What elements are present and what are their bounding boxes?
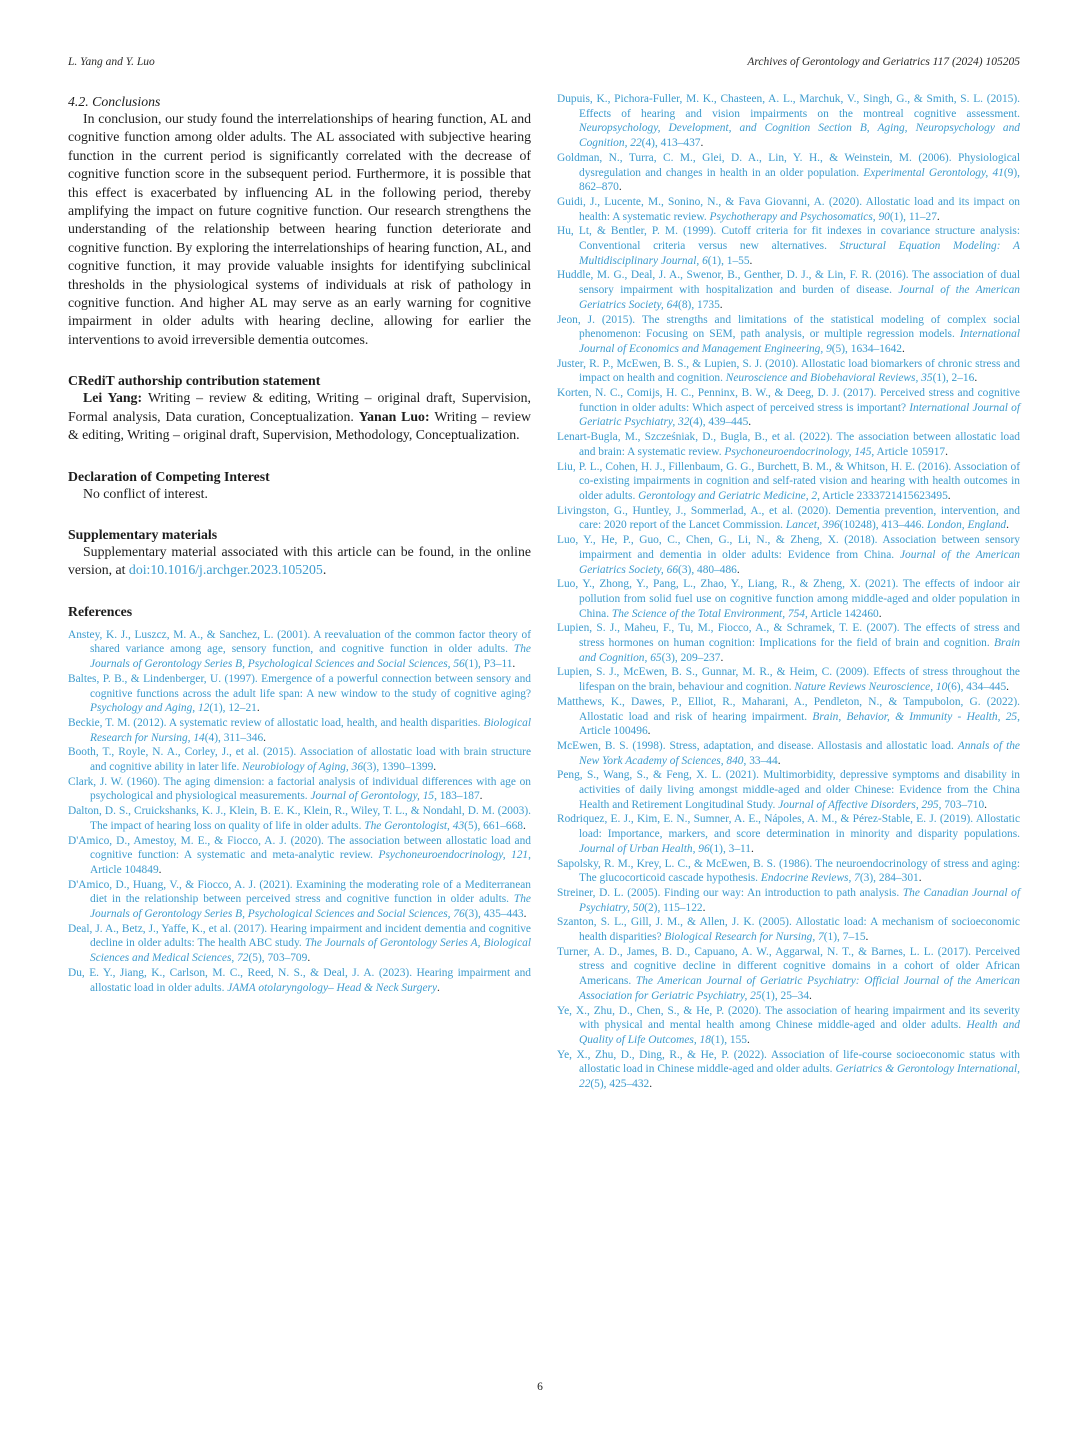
supplementary-heading: Supplementary materials (68, 526, 218, 542)
reference-item: Rodriquez, E. J., Kim, E. N., Sumner, A. E., Nápoles, A. M., & Pérez-Stable, E. J. (2019). Allostatic load: Importance, markers, and score determination in minority and disparity populations. Journal of Urban Health, 96(1), 3–11. (557, 813, 1020, 855)
supplementary-paragraph: Supplementary material associated with this article can be found, in the online version, at doi:10.1016/j.archger.2023.105205. (68, 543, 531, 578)
reference-item: Du, E. Y., Jiang, K., Carlson, M. C., Reed, N. S., & Deal, J. A. (2023). Hearing impairment and allostatic load in older adults. JAMA otolaryngology– Head & Neck Surgery. (68, 966, 531, 994)
reference-item: Luo, Y., He, P., Guo, C., Chen, G., Li, N., & Zheng, X. (2018). Association between sensory impairment and dementia in older adults: Evidence from China. Journal of the American Geriatrics Society, 66(3), 480–486. (557, 534, 1020, 576)
reference-item: Szanton, S. L., Gill, J. M., & Allen, J. K. (2005). Allostatic load: A mechanism of socioeconomic health disparities? Biological Research for Nursing, 7(1), 7–15. (557, 916, 1020, 944)
reference-item: Clark, J. W. (1960). The aging dimension: a factorial analysis of individual differences with age on psychological and physiological measurements. Journal of Gerontology, 15, 183–187. (68, 775, 531, 803)
reference-item: Livingston, G., Huntley, J., Sommerlad, A., et al. (2020). Dementia prevention, intervention, and care: 2020 report of the Lancet Commission. Lancet, 396(10248), 413–446. London, England. (557, 504, 1020, 532)
reference-item: Korten, N. C., Comijs, H. C., Penninx, B. W., & Deeg, D. J. (2017). Perceived stress and cognitive function in older adults: Which aspect of perceived stress is important? International Journal of Geriatric Psychiatry, 32(4), 439–445. (557, 387, 1021, 429)
reference-item: Anstey, K. J., Luszcz, M. A., & Sanchez, L. (2001). A reevaluation of the common factor theory of shared variance among age, sensory function, and cognitive function in older adults. The Journals of Gerontology Series B, Psychological Sciences and Social Sciences, 56(1), P3–11. (68, 628, 531, 671)
page-number: 6 (537, 1381, 543, 1393)
reference-item: Juster, R. P., McEwen, B. S., & Lupien, S. J. (2010). Allostatic load biomarkers of chronic stress and impact on health and cognition. Neuroscience and Biobehavioral Reviews, 35(1), 2–16. (557, 357, 1020, 385)
reference-item: Sapolsky, R. M., Krey, L. C., & McEwen, B. S. (1986). The neuroendocrinology of stress and aging: The glucocorticoid cascade hypothesis. Endocrine Reviews, 7(3), 284–301. (557, 857, 1020, 885)
reference-item: Deal, J. A., Betz, J., Yaffe, K., et al. (2017). Hearing impairment and incident dementia and cognitive decline in older adults: The health ABC study. The Journals of Gerontology Series A, Biological Sciences and Medical Sciences, 72(5), 703–709. (68, 922, 531, 965)
reference-item: Peng, S., Wang, S., & Feng, X. L. (2021). Multimorbidity, depressive symptoms and disability in activities of daily living amongst middle-aged and older Chinese: Evidence from the China Health and Retirement Longitudinal Study. Journal of Affective Disorders, 295, 703–710. (557, 769, 1020, 811)
running-head (68, 56, 1020, 68)
left-column (68, 92, 531, 1092)
reference-item: Streiner, D. L. (2005). Finding our way: An introduction to path analysis. The Canadian Journal of Psychiatry, 50(2), 115–122. (557, 886, 1021, 914)
right-column (557, 92, 1020, 1092)
credit-paragraph: Lei Yang: Writing – review & editing, Writing – original draft, Supervision, Formal analysis, Data curation, Conceptualization. Yanan Luo: Writing – review & editing, Writing – original draft, Supervision, Methodology, Conceptualization. (68, 390, 532, 443)
reference-item: Liu, P. L., Cohen, H. J., Fillenbaum, G. G., Burchett, B. M., & Whitson, H. E. (2016). Association of co-existing impairments in cognition and self-rated vision and hearing with health outcomes in older adults. Gerontology and Geriatric Medicine, 2, Article 2333721415623495. (557, 460, 1020, 502)
reference-item: Dalton, D. S., Cruickshanks, K. J., Klein, B. E. K., Klein, R., Wiley, T. L., & Nondahl, D. M. (2003). The impact of hearing loss on quality of life in older adults. The Gerontologist, 43(5), 661–668. (68, 805, 531, 832)
reference-item: D'Amico, D., Huang, V., & Fiocco, A. J. (2021). Examining the moderating role of a Mediterranean diet in the relationship between perceived stress and cognitive function in older adults. The Journals of Gerontology Series B, Psychological Sciences and Social Sciences, 76(3), 435–443. (68, 878, 531, 921)
reference-item: Matthews, K., Dawes, P., Elliot, R., Maharani, A., Pendleton, N., & Tampubolon, G. (2022). Allostatic load and risk of hearing impairment. Brain, Behavior, & Immunity - Health, 25, Article 100496. (557, 695, 1020, 738)
conclusions-paragraph: In conclusion, our study found the interrelationships of hearing function, AL and cognitive function among older adults. The AL associated with subjective hearing function in the current period is significantly correlated with the decrease of cognitive function score in the subsequent period. Furthermore, it is possible that this effect is exacerbated by influencing AL in the following period, thereby amplifying the impact on future cognitive function. Our research strengthens the understanding of the relationship between hearing function deteriorate and cognitive function. By exploring the interrelationships of hearing function, AL, and cognitive function, it may provide valuable insights for identifying subclinical thresholds in the physiological systems of individuals at risk of pathology in cognitive function. And higher AL may serve as an early warning for cognitive impairment in older adults with hearing decline, allowing for earlier the interventions to avoid irreversible dementia outcomes. (68, 111, 531, 347)
reference-item: McEwen, B. S. (1998). Stress, adaptation, and disease. Allostasis and allostatic load. Annals of the New York Academy of Sciences, 840, 33–44. (557, 739, 1020, 767)
reference-item: D'Amico, D., Amestoy, M. E., & Fiocco, A. J. (2020). The association between allostatic load and cognitive function: A systematic and meta-analytic review. Psychoneuroendocrinology, 121, Article 104849. (68, 834, 531, 876)
references-list-left (68, 628, 531, 996)
reference-item: Beckie, T. M. (2012). A systematic review of allostatic load, health, and health disparities. Biological Research for Nursing, 14(4), 311–346. (68, 716, 531, 744)
reference-item: Lupien, S. J., Maheu, F., Tu, M., Fiocco, A., & Schramek, T. E. (2007). The effects of stress and stress hormones on human cognition: Implications for the field of brain and cognition. Brain and Cognition, 65(3), 209–237. (557, 622, 1020, 664)
conclusions-heading: 4.2. Conclusions (68, 94, 161, 109)
reference-item: Dupuis, K., Pichora-Fuller, M. K., Chasteen, A. L., Marchuk, V., Singh, G., & Smith, S. L. (2015). Effects of hearing and vision impairments on the montreal cognitive assessment. Neuropsychology, Development, and Cognition Section B, Aging, Neuropsychology and Cognition, 22(4), 413–437. (557, 93, 1020, 150)
reference-item: Lupien, S. J., McEwen, B. S., Gunnar, M. R., & Heim, C. (2009). Effects of stress throughout the lifespan on the brain, behaviour and cognition. Nature Reviews Neuroscience, 10(6), 434–445. (557, 666, 1020, 694)
running-head-authors: L. Yang and Y. Luo (68, 56, 155, 68)
credit-heading: CRediT authorship contribution statement (68, 373, 321, 389)
reference-item: Goldman, N., Turra, C. M., Glei, D. A., Lin, Y. H., & Weinstein, M. (2006). Physiological dysregulation and changes in health in an older population. Experimental Gerontology, 41(9), 862–870. (557, 151, 1020, 194)
reference-item: Jeon, J. (2015). The strengths and limitations of the statistical modeling of complex social phenomenon: Focusing on SEM, path analysis, or multiple regression models. International Journal of Economics and Management Engineering, 9(5), 1634–1642. (557, 313, 1020, 355)
reference-item: Ye, X., Zhu, D., Ding, R., & He, P. (2022). Association of life-course socioeconomic status with allostatic load in Chinese middle-aged and older adults. Geriatrics & Gerontology International, 22(5), 425–432. (557, 1048, 1020, 1091)
reference-item: Booth, T., Royle, N. A., Corley, J., et al. (2015). Association of allostatic load with brain structure and cognitive ability in later life. Neurobiology of Aging, 36(3), 1390–1399. (68, 746, 531, 774)
reference-item: Guidi, J., Lucente, M., Sonino, N., & Fava Giovanni, A. (2020). Allostatic load and its impact on health: A systematic review. Psychotherapy and Psychosomatics, 90(1), 11–27. (557, 195, 1020, 223)
reference-item: Luo, Y., Zhong, Y., Pang, L., Zhao, Y., Liang, R., & Zheng, X. (2021). The effects of indoor air pollution from solid fuel use on cognitive function among middle-aged and older population in China. The Science of the Total Environment, 754, Article 142460. (557, 578, 1020, 620)
reference-item: Baltes, P. B., & Lindenberger, U. (1997). Emergence of a powerful connection between sensory and cognitive functions across the adult life span: A new window to the study of cognitive aging? Psychology and Aging, 12(1), 12–21. (68, 672, 531, 715)
reference-item: Huddle, M. G., Deal, J. A., Swenor, B., Genther, D. J., & Lin, F. R. (2016). The association of dual sensory impairment with hospitalization and burden of disease. Journal of the American Geriatrics Society, 64(8), 1735. (557, 269, 1020, 311)
reference-item: Lenart-Bugla, M., Szcześniak, D., Bugla, B., et al. (2022). The association between allostatic load and brain: A systematic review. Psychoneuroendocrinology, 145, Article 105917. (557, 431, 1020, 458)
doi-link[interactable]: doi:10.1016/j.archger.2023.105205 (128, 562, 323, 578)
two-column-layout (68, 92, 1020, 1092)
references-heading: References (68, 603, 133, 619)
references-list-right (557, 92, 1020, 1092)
reference-item: Ye, X., Zhu, D., Chen, S., & He, P. (2020). The association of hearing impairment and its severity with physical and mental health among Chinese middle-aged and older adults. Health and Quality of Life Outcomes, 18(1), 155. (557, 1004, 1020, 1046)
declaration-heading: Declaration of Competing Interest (68, 468, 270, 484)
declaration-paragraph: No conflict of interest. (83, 485, 208, 501)
reference-item: Hu, Lt, & Bentler, P. M. (1999). Cutoff criteria for fit indexes in covariance structure analysis: Conventional criteria versus new alternatives. Structural Equation Modeling: A Multidisciplinary Journal, 6(1), 1–55. (557, 225, 1020, 267)
running-head-journal: Archives of Gerontology and Geriatrics 117 (2024) 105205 (747, 56, 1020, 68)
reference-item: Turner, A. D., James, B. D., Capuano, A. W., Aggarwal, N. T., & Barnes, L. L. (2017). Perceived stress and cognitive decline in different cognitive domains in a cohort of older African Americans. The American Journal of Geriatric Psychiatry: Official Journal of the American Association for Geriatric Psychiatry, 25(1), 25–34. (557, 945, 1020, 1002)
